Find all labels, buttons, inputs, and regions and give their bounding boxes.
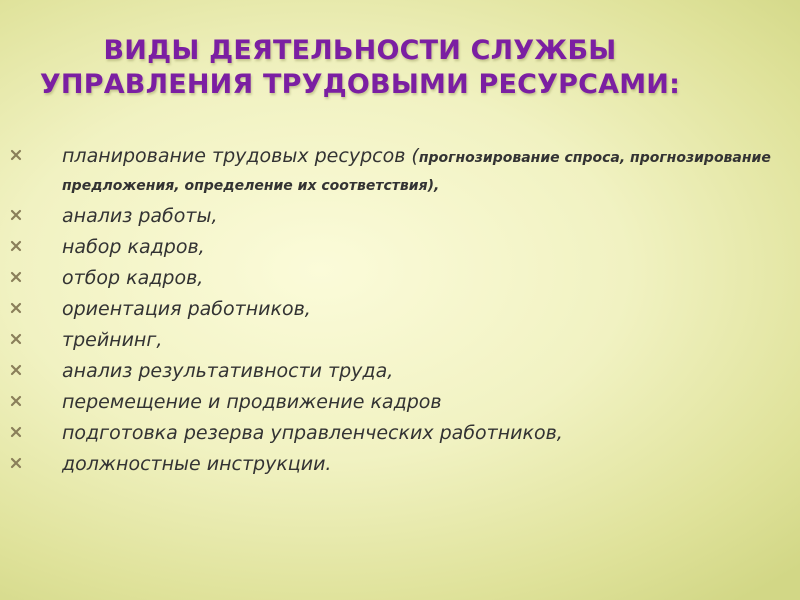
list-item [0,234,790,261]
x-mark-icon [10,240,22,252]
x-mark-icon [10,333,22,345]
x-mark-icon [10,395,22,407]
x-mark-icon [10,426,22,438]
item-text: подготовка резерва управленческих работников, [62,422,563,444]
list-item [0,358,790,385]
title-line-2: УПРАВЛЕНИЯ ТРУДОВЫМИ РЕСУРСАМИ: [39,69,681,100]
x-mark-icon [10,457,22,469]
title-line-1: ВИДЫ ДЕЯТЕЛЬНОСТИ СЛУЖБЫ [103,35,617,66]
item-text: должностные инструкции. [62,453,332,475]
list-item [0,420,790,447]
list-item [0,389,790,416]
list-item [0,296,790,323]
item-text: планирование трудовых ресурсов ( [62,145,419,167]
list-item [0,451,790,478]
item-text: перемещение и продвижение кадров [62,391,442,413]
item-tail: , [433,178,440,194]
item-text: набор кадров, [62,236,205,258]
x-mark-icon [10,209,22,221]
x-mark-icon [10,271,22,283]
list-item [0,265,790,292]
item-text: анализ работы, [62,205,218,227]
x-mark-icon [10,364,22,376]
x-mark-icon [10,302,22,314]
activity-list [0,143,790,482]
item-text: анализ результативности труда, [62,360,394,382]
item-text: ориентация работников, [62,298,311,320]
item-detail: прогнозирование спроса, прогнозирование предложения, определение их соответствия) [62,150,771,194]
item-text: трейнинг, [62,329,163,351]
slide-title [0,34,720,102]
item-text: отбор кадров, [62,267,204,289]
list-item [0,143,790,199]
x-mark-icon [10,149,22,161]
list-item [0,203,790,230]
list-item [0,327,790,354]
